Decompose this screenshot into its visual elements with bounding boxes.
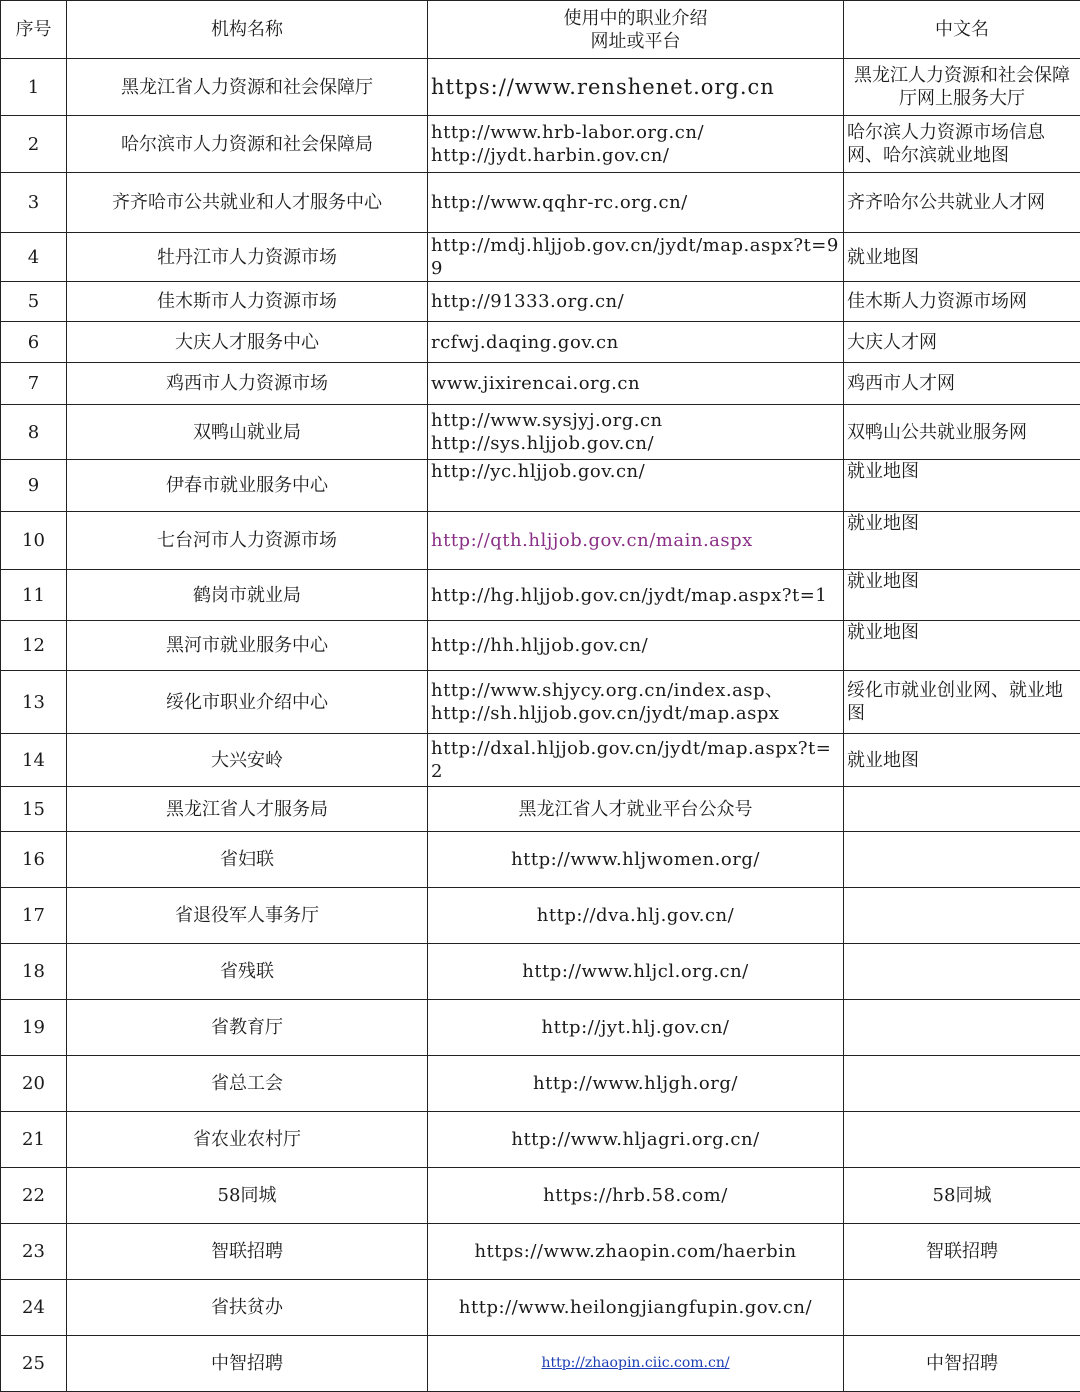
header-site-line2: 网址或平台: [431, 30, 840, 53]
row-no: 25: [1, 1336, 67, 1392]
row-org: 双鸭山就业局: [67, 405, 428, 460]
row-site: [428, 570, 844, 621]
row-site: [428, 282, 844, 322]
site-url[interactable]: https://hrb.58.com/: [431, 1184, 840, 1207]
row-site: [428, 512, 844, 570]
row-cn-name: 智联招聘: [844, 1224, 1080, 1280]
row-site: [428, 1224, 844, 1280]
header-org: 机构名称: [67, 1, 428, 59]
table-row: [1, 512, 1080, 570]
row-no: 15: [1, 787, 67, 832]
table-row: [1, 832, 1080, 888]
site-url[interactable]: http://www.sysjyj.org.cn: [431, 409, 840, 432]
row-org: 省扶贫办: [67, 1280, 428, 1336]
site-url[interactable]: http://jydt.harbin.gov.cn/: [431, 144, 840, 167]
table-row: [1, 621, 1080, 671]
row-cn-name: [844, 1112, 1080, 1168]
row-site: [428, 734, 844, 787]
row-org: 哈尔滨市人力资源和社会保障局: [67, 116, 428, 173]
row-no: 13: [1, 671, 67, 734]
row-no: 14: [1, 734, 67, 787]
site-hyperlink[interactable]: http://zhaopin.ciic.com.cn/: [431, 1352, 840, 1375]
row-site: [428, 405, 844, 460]
table-row: [1, 888, 1080, 944]
row-org: 省妇联: [67, 832, 428, 888]
row-cn-name: 大庆人才网: [844, 322, 1080, 363]
row-site: [428, 363, 844, 405]
row-cn-name: 佳木斯人力资源市场网: [844, 282, 1080, 322]
row-site: [428, 1280, 844, 1336]
table-row: [1, 116, 1080, 173]
row-no: 5: [1, 282, 67, 322]
table-row: [1, 570, 1080, 621]
header-site: [428, 1, 844, 59]
site-url[interactable]: http://dva.hlj.gov.cn/: [431, 904, 840, 927]
row-org: 58同城: [67, 1168, 428, 1224]
row-site: [428, 1112, 844, 1168]
row-org: 鹤岗市就业局: [67, 570, 428, 621]
site-url[interactable]: http://www.hljwomen.org/: [431, 848, 840, 871]
row-cn-name: 双鸭山公共就业服务网: [844, 405, 1080, 460]
table-row: [1, 363, 1080, 405]
row-site: [428, 59, 844, 116]
row-org: 鸡西市人力资源市场: [67, 363, 428, 405]
row-no: 16: [1, 832, 67, 888]
site-url[interactable]: http://hh.hljjob.gov.cn/: [431, 634, 840, 657]
row-no: 8: [1, 405, 67, 460]
row-no: 19: [1, 1000, 67, 1056]
row-cn-name: [844, 1280, 1080, 1336]
table-row: [1, 1224, 1080, 1280]
site-url[interactable]: http://www.hljgh.org/: [431, 1072, 840, 1095]
row-org: 省教育厅: [67, 1000, 428, 1056]
row-site: [428, 888, 844, 944]
row-no: 7: [1, 363, 67, 405]
table-row: [1, 1168, 1080, 1224]
site-url[interactable]: rcfwj.daqing.gov.cn: [431, 331, 840, 354]
platform-name: 黑龙江省人才就业平台公众号: [431, 798, 840, 821]
row-no: 20: [1, 1056, 67, 1112]
row-cn-name: 就业地图: [844, 734, 1080, 787]
table-row: [1, 1280, 1080, 1336]
header-site-line1: 使用中的职业介绍: [431, 7, 840, 30]
site-url[interactable]: http://www.shjycy.org.cn/index.asp、: [431, 679, 840, 702]
site-url[interactable]: http://91333.org.cn/: [431, 290, 840, 313]
row-cn-name: 齐齐哈尔公共就业人才网: [844, 173, 1080, 233]
header-no: 序号: [1, 1, 67, 59]
site-url[interactable]: http://yc.hljjob.gov.cn/: [431, 460, 840, 483]
row-cn-name: [844, 1056, 1080, 1112]
table-row: [1, 173, 1080, 233]
row-site: [428, 233, 844, 282]
row-no: 3: [1, 173, 67, 233]
row-org: 齐齐哈市公共就业和人才服务中心: [67, 173, 428, 233]
row-site: [428, 1000, 844, 1056]
row-org: 黑河市就业服务中心: [67, 621, 428, 671]
row-no: 18: [1, 944, 67, 1000]
row-no: 9: [1, 460, 67, 512]
table-row: [1, 787, 1080, 832]
row-no: 22: [1, 1168, 67, 1224]
table-row: [1, 734, 1080, 787]
row-site: [428, 671, 844, 734]
site-url[interactable]: http://www.heilongjiangfupin.gov.cn/: [431, 1296, 840, 1319]
row-cn-name: [844, 1000, 1080, 1056]
table-row: [1, 460, 1080, 512]
site-url[interactable]: http://jyt.hlj.gov.cn/: [431, 1016, 840, 1039]
row-no: 6: [1, 322, 67, 363]
table-row: [1, 322, 1080, 363]
site-url[interactable]: http://qth.hljjob.gov.cn/main.aspx: [431, 529, 840, 552]
site-url[interactable]: http://sys.hljjob.gov.cn/: [431, 432, 840, 455]
row-no: 23: [1, 1224, 67, 1280]
row-org: 伊春市就业服务中心: [67, 460, 428, 512]
site-url[interactable]: https://www.renshenet.org.cn: [431, 76, 840, 99]
row-no: 11: [1, 570, 67, 621]
site-url[interactable]: http://dxal.hljjob.gov.cn/jydt/map.aspx?t=2: [431, 737, 840, 783]
row-cn-name: 就业地图: [844, 512, 1080, 570]
site-url[interactable]: http://sh.hljjob.gov.cn/jydt/map.aspx: [431, 702, 840, 725]
row-org: 智联招聘: [67, 1224, 428, 1280]
row-org: 黑龙江省人才服务局: [67, 787, 428, 832]
row-cn-name: 中智招聘: [844, 1336, 1080, 1392]
row-no: 17: [1, 888, 67, 944]
table-row: [1, 59, 1080, 116]
table-row: [1, 944, 1080, 1000]
table-row: [1, 1000, 1080, 1056]
site-url[interactable]: http://www.hrb-labor.org.cn/: [431, 121, 840, 144]
row-no: 2: [1, 116, 67, 173]
row-org: 七台河市人力资源市场: [67, 512, 428, 570]
row-org: 大兴安岭: [67, 734, 428, 787]
row-cn-name: 就业地图: [844, 621, 1080, 671]
row-org: 省退役军人事务厅: [67, 888, 428, 944]
row-cn-name: 鸡西市人才网: [844, 363, 1080, 405]
table-row: [1, 1056, 1080, 1112]
row-cn-name: [844, 832, 1080, 888]
row-cn-name: 就业地图: [844, 460, 1080, 512]
row-site: [428, 460, 844, 512]
table-row: [1, 405, 1080, 460]
row-org: 省总工会: [67, 1056, 428, 1112]
row-org: 省残联: [67, 944, 428, 1000]
row-cn-name: 哈尔滨人力资源市场信息网、哈尔滨就业地图: [844, 116, 1080, 173]
table-row: [1, 233, 1080, 282]
row-site: [428, 621, 844, 671]
row-cn-name: 黑龙江人力资源和社会保障厅网上服务大厅: [844, 59, 1080, 116]
table-row: [1, 1336, 1080, 1392]
site-url[interactable]: www.jixirencai.org.cn: [431, 372, 840, 395]
row-no: 24: [1, 1280, 67, 1336]
row-cn-name: 绥化市就业创业网、就业地图: [844, 671, 1080, 734]
row-site: [428, 322, 844, 363]
site-url[interactable]: http://www.hljcl.org.cn/: [431, 960, 840, 983]
row-cn-name: 58同城: [844, 1168, 1080, 1224]
site-url[interactable]: http://www.qqhr-rc.org.cn/: [431, 191, 840, 214]
row-cn-name: 就业地图: [844, 233, 1080, 282]
site-url[interactable]: https://www.zhaopin.com/haerbin: [431, 1240, 840, 1263]
row-site: [428, 173, 844, 233]
table-row: [1, 671, 1080, 734]
table-row: [1, 1112, 1080, 1168]
row-org: 中智招聘: [67, 1336, 428, 1392]
row-cn-name: [844, 944, 1080, 1000]
site-url[interactable]: http://hg.hljjob.gov.cn/jydt/map.aspx?t=1: [431, 584, 840, 607]
row-cn-name: 就业地图: [844, 570, 1080, 621]
row-no: 10: [1, 512, 67, 570]
row-org: 绥化市职业介绍中心: [67, 671, 428, 734]
row-site: [428, 116, 844, 173]
row-site: [428, 832, 844, 888]
header-cn-name: 中文名: [844, 1, 1080, 59]
table-row: [1, 282, 1080, 322]
row-no: 21: [1, 1112, 67, 1168]
row-org: 大庆人才服务中心: [67, 322, 428, 363]
row-cn-name: [844, 787, 1080, 832]
row-site: [428, 1168, 844, 1224]
site-url[interactable]: http://www.hljagri.org.cn/: [431, 1128, 840, 1151]
row-org: 佳木斯市人力资源市场: [67, 282, 428, 322]
row-site: [428, 787, 844, 832]
row-cn-name: [844, 888, 1080, 944]
row-org: 黑龙江省人力资源和社会保障厅: [67, 59, 428, 116]
row-no: 4: [1, 233, 67, 282]
row-no: 12: [1, 621, 67, 671]
row-site: [428, 944, 844, 1000]
row-org: 牡丹江市人力资源市场: [67, 233, 428, 282]
header-row: [1, 1, 1080, 59]
row-no: 1: [1, 59, 67, 116]
row-site: [428, 1056, 844, 1112]
row-org: 省农业农村厅: [67, 1112, 428, 1168]
row-site: [428, 1336, 844, 1392]
site-url[interactable]: http://mdj.hljjob.gov.cn/jydt/map.aspx?t=99: [431, 234, 840, 280]
